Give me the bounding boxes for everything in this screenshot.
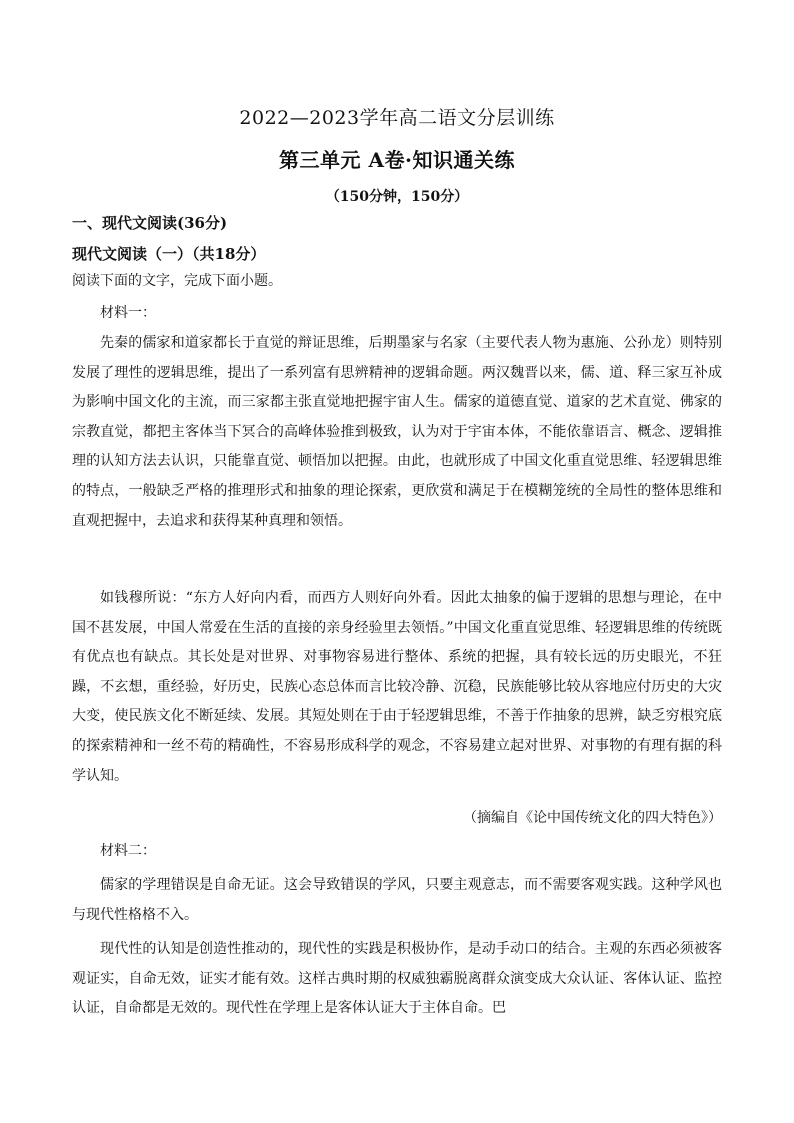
section-heading-part1: 一、现代文阅读(36分) bbox=[72, 214, 228, 232]
material2-paragraph-1: 儒家的学理错误是自命无证。这会导致错误的学风，只要主观意志，而不需要客观实践。这种学风也与现代性格格不入。 bbox=[72, 877, 722, 923]
material2-label: 材料二： bbox=[100, 843, 156, 859]
material1-paragraph-2: 如钱穆所说：“东方人好向内看，而西方人则好向外看。因此太抽象的偏于逻辑的思想与理论，在中国不甚发展，中国人常爱在生活的直接的亲身经验里去领悟。”中国文化重直觉思维、轻逻辑思维的传统既有优点也有缺点。其长处是对世界、对事物容易进行整体、系统的把握，具有较长远的历史眼光，不狂躁，不玄想，重经验，好历史，民族心态总体而言比较冷静、沉稳，民族能够比较从容地应付历史的大灾大变，使民族文化不断延续、发展。其短处则在于由于轻逻辑思维，不善于作抽象的思辨，缺乏穷根究底的探索精神和一丝不苟的精确性，不容易形成科学的观念，不容易建立起对世界、对事物的有理有据的科学认知。 bbox=[72, 590, 722, 784]
section-subheading-reading1: 现代文阅读（一）（共18分） bbox=[72, 245, 266, 263]
material1-source: （摘编自《论中国传统文化的四大特色》） bbox=[463, 810, 722, 826]
unit-title: 第三单元 A卷·知识通关练 bbox=[279, 148, 515, 172]
document-title: 2022—2023学年高二语文分层训练 bbox=[239, 107, 555, 129]
reading-instruction: 阅读下面的文字，完成下面小题。 bbox=[72, 273, 282, 289]
material2-paragraph-2: 现代性的认知是创造性推动的，现代性的实践是积极协作，是动手动口的结合。主观的东西必须被客观证实，自命无效，证实才能有效。这样古典时期的权威独霸脱离群众演变成大众认证、客体认证、监控认证，自命都是无效的。现代性在学理上是客体认证大于主体自命。巴 bbox=[72, 941, 722, 1017]
time-score-note: （150分钟，150分） bbox=[325, 189, 469, 205]
material1-label: 材料一： bbox=[100, 305, 156, 321]
material1-paragraph-1: 先秦的儒家和道家都长于直觉的辩证思维，后期墨家与名家（主要代表人物为惠施、公孙龙）则特别发展了理性的逻辑思维，提出了一系列富有思辨精神的逻辑命题。两汉魏晋以来，儒、道、释三家互补成为影响中国文化的主流，而三家都主张直觉地把握宇宙人生。儒家的道德直觉、道家的艺术直觉、佛家的宗教直觉，都把主客体当下冥合的高峰体验推到极致，认为对于宇宙本体，不能依靠语言、概念、逻辑推理的认知方法去认识，只能靠直觉、顿悟加以把握。由此，也就形成了中国文化重直觉思维、轻逻辑思维的特点，一般缺乏严格的推理形式和抽象的理论探索，更欣赏和满足于在模糊笼统的全局性的整体思维和直观把握中，去追求和获得某种真理和领悟。 bbox=[72, 335, 722, 529]
